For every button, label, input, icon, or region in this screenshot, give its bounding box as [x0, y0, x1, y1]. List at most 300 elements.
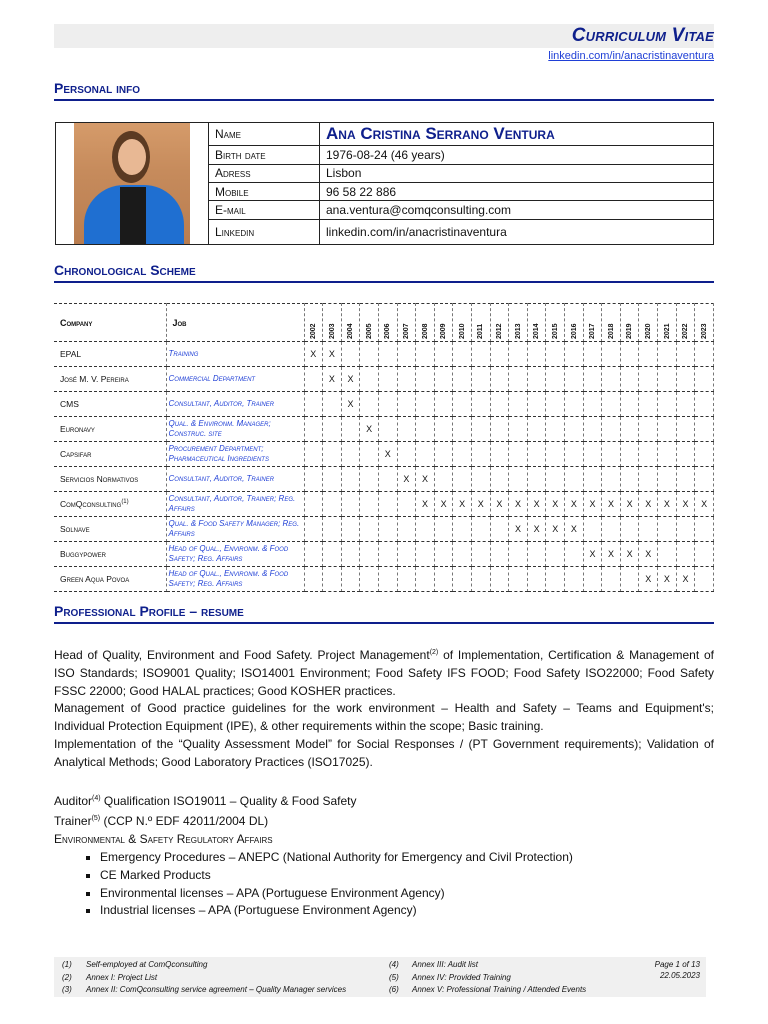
year-header: 2020 — [639, 304, 658, 342]
profile-paragraph-1: Head of Quality, Environment and Food Safety. Project Management$^{(2)}$ of Implementation, Certification & Management of ISO Standards; ISO9001 Quality; ISO14001 Environment; Food Safety IFS FOOD; Food Safety ISO22000; Food Safety FSSC 22000; Good HALAL practices; Good KOSHER practices. — [54, 648, 714, 698]
year-cell — [434, 342, 453, 367]
year-cell — [583, 417, 602, 442]
year-cell — [323, 442, 342, 467]
info-label-linkedin: Linkedin — [209, 219, 320, 244]
trainer-line: Trainer$^{(5)}$ (CCP N.º EDF 42011/2004 DL) — [54, 814, 269, 829]
year-cell — [341, 467, 360, 492]
year-cell — [360, 367, 379, 392]
info-value-address: Lisbon — [320, 164, 714, 182]
list-item: ▪ Environmental licenses – APA (Portuguese Environment Agency) — [100, 885, 714, 903]
year-cell — [434, 367, 453, 392]
year-cell — [565, 392, 584, 417]
year-cell — [434, 467, 453, 492]
footnote-num: (6) — [389, 985, 399, 994]
year-cell — [490, 342, 509, 367]
year-cell: X — [658, 492, 677, 517]
info-label-address: Adress — [209, 164, 320, 182]
year-cell — [527, 542, 546, 567]
year-cell: X — [453, 492, 472, 517]
year-cell — [490, 517, 509, 542]
year-cell — [434, 417, 453, 442]
year-cell — [360, 392, 379, 417]
year-cell — [323, 492, 342, 517]
year-cell — [323, 417, 342, 442]
year-cell — [509, 442, 528, 467]
year-cell — [471, 442, 490, 467]
footnote-num: (5) — [389, 973, 399, 982]
year-cell — [490, 417, 509, 442]
year-cell — [378, 417, 397, 442]
year-cell — [565, 342, 584, 367]
year-cell — [639, 517, 658, 542]
year-cell — [471, 392, 490, 417]
year-cell — [416, 517, 435, 542]
year-cell — [453, 567, 472, 592]
year-cell — [695, 342, 714, 367]
year-cell — [471, 517, 490, 542]
company-cell: Solnave — [54, 517, 166, 542]
year-cell — [434, 517, 453, 542]
year-header: 2015 — [546, 304, 565, 342]
info-label-birth-date: Birth date — [209, 146, 320, 164]
year-cell: X — [639, 492, 658, 517]
year-cell — [509, 367, 528, 392]
year-cell — [509, 342, 528, 367]
year-cell — [602, 392, 621, 417]
year-cell — [378, 567, 397, 592]
year-cell — [658, 442, 677, 467]
year-cell — [695, 517, 714, 542]
year-cell: X — [527, 517, 546, 542]
year-cell — [509, 542, 528, 567]
year-cell — [341, 442, 360, 467]
year-cell — [304, 442, 323, 467]
job-cell: Head of Qual., Environm. & Food Safety; Reg. Affairs — [166, 542, 304, 567]
year-cell — [676, 517, 695, 542]
year-cell — [583, 342, 602, 367]
year-cell — [676, 467, 695, 492]
year-header: 2009 — [434, 304, 453, 342]
year-cell — [565, 367, 584, 392]
year-cell: X — [565, 517, 584, 542]
year-cell — [546, 367, 565, 392]
table-row — [54, 417, 714, 442]
year-cell: X — [416, 467, 435, 492]
job-cell: Commercial Department — [166, 367, 304, 392]
year-cell — [602, 342, 621, 367]
year-cell: X — [490, 492, 509, 517]
year-cell — [509, 467, 528, 492]
year-cell — [471, 367, 490, 392]
table-row — [54, 517, 714, 542]
year-cell — [416, 567, 435, 592]
year-cell — [378, 542, 397, 567]
list-item: ▪ Emergency Procedures – ANEPC (National Authority for Emergency and Civil Protection) — [100, 849, 714, 867]
year-cell: X — [602, 542, 621, 567]
table-row — [54, 342, 714, 367]
year-cell: X — [471, 492, 490, 517]
year-cell — [695, 442, 714, 467]
info-value-email[interactable]: ana.ventura@comqconsulting.com — [320, 201, 714, 219]
year-cell — [323, 542, 342, 567]
year-cell — [434, 442, 453, 467]
year-cell — [341, 517, 360, 542]
year-cell — [602, 417, 621, 442]
year-cell — [397, 442, 416, 467]
year-header: 2013 — [509, 304, 528, 342]
footer-notes — [54, 957, 706, 997]
company-cell: José M. V. Pereira — [54, 367, 166, 392]
year-cell — [639, 342, 658, 367]
year-cell — [360, 542, 379, 567]
footnote-text: Annex I: Project List — [86, 973, 158, 982]
job-cell: Qual. & Food Safety Manager; Reg. Affairs — [166, 517, 304, 542]
year-cell — [490, 367, 509, 392]
year-cell — [378, 492, 397, 517]
year-cell: X — [639, 542, 658, 567]
year-cell — [360, 492, 379, 517]
section-personal-info: Personal info — [54, 80, 714, 101]
year-cell — [397, 542, 416, 567]
year-cell — [602, 442, 621, 467]
year-cell — [676, 392, 695, 417]
company-cell: Capsifar — [54, 442, 166, 467]
year-cell — [304, 467, 323, 492]
year-header: 2008 — [416, 304, 435, 342]
year-header: 2017 — [583, 304, 602, 342]
table-row — [54, 367, 714, 392]
profile-photo — [74, 123, 190, 244]
year-cell — [304, 542, 323, 567]
year-cell — [639, 467, 658, 492]
year-cell — [620, 417, 639, 442]
year-header: 2022 — [676, 304, 695, 342]
table-row — [54, 567, 714, 592]
cv-title: Curriculum Vitae — [571, 25, 714, 46]
year-header: 2003 — [323, 304, 342, 342]
year-cell — [546, 417, 565, 442]
year-cell — [416, 342, 435, 367]
year-cell — [323, 567, 342, 592]
table-row — [54, 467, 714, 492]
year-cell — [397, 342, 416, 367]
year-header: 2016 — [565, 304, 584, 342]
year-cell — [658, 392, 677, 417]
year-cell — [471, 342, 490, 367]
profile-paragraph-3: Implementation of the “Quality Assessment Model” for Social Responses / (PT Government requirements); Validation of Analytical Methods; Good Laboratory Practices (ISO17025). — [54, 736, 714, 769]
year-cell — [378, 342, 397, 367]
year-cell — [397, 367, 416, 392]
year-cell — [620, 567, 639, 592]
year-cell — [471, 567, 490, 592]
year-cell — [434, 542, 453, 567]
year-cell — [695, 542, 714, 567]
year-cell — [676, 342, 695, 367]
year-cell — [453, 467, 472, 492]
auditor-line: Auditor$^{(4)}$ Qualification ISO19011 – Quality & Food Safety — [54, 793, 357, 808]
year-cell — [546, 442, 565, 467]
year-cell — [583, 442, 602, 467]
year-cell — [583, 392, 602, 417]
year-cell — [453, 442, 472, 467]
year-cell: X — [546, 492, 565, 517]
year-cell — [658, 542, 677, 567]
year-cell — [583, 367, 602, 392]
footnote-num: (1) — [62, 960, 72, 969]
year-cell — [546, 467, 565, 492]
year-cell — [416, 417, 435, 442]
info-label-mobile: Mobile — [209, 182, 320, 200]
year-cell — [471, 542, 490, 567]
year-cell — [565, 542, 584, 567]
year-header: 2005 — [360, 304, 379, 342]
year-cell — [602, 367, 621, 392]
year-cell — [304, 517, 323, 542]
year-cell — [695, 567, 714, 592]
year-cell — [304, 367, 323, 392]
table-row — [54, 392, 714, 417]
year-cell — [378, 392, 397, 417]
year-cell — [676, 442, 695, 467]
year-header: 2010 — [453, 304, 472, 342]
year-cell — [323, 467, 342, 492]
year-cell: X — [546, 517, 565, 542]
year-header: 2002 — [304, 304, 323, 342]
table-row — [54, 492, 714, 517]
footnote-num: (2) — [62, 973, 72, 982]
footnote-num: (4) — [389, 960, 399, 969]
footnote-text: Annex III: Audit list — [412, 960, 478, 969]
year-cell — [341, 542, 360, 567]
year-cell — [490, 392, 509, 417]
document-date: 22.05.2023 — [659, 971, 700, 980]
year-cell — [453, 517, 472, 542]
year-cell: X — [620, 542, 639, 567]
job-cell: Head of Qual., Environm. & Food Safety; Reg. Affairs — [166, 567, 304, 592]
year-cell — [658, 342, 677, 367]
year-cell — [620, 517, 639, 542]
year-cell — [341, 417, 360, 442]
company-cell: Euronavy — [54, 417, 166, 442]
linkedin-link[interactable]: linkedin.com/in/anacristinaventura — [548, 50, 714, 62]
company-cell: Buggypower — [54, 542, 166, 567]
year-cell — [658, 517, 677, 542]
year-cell — [565, 467, 584, 492]
year-cell — [397, 492, 416, 517]
year-cell — [695, 467, 714, 492]
year-cell — [527, 467, 546, 492]
year-header: 2012 — [490, 304, 509, 342]
year-cell — [527, 442, 546, 467]
year-cell — [658, 367, 677, 392]
env-safety-list — [54, 849, 714, 920]
year-cell — [341, 492, 360, 517]
year-cell — [416, 392, 435, 417]
year-cell: X — [527, 492, 546, 517]
year-cell — [341, 567, 360, 592]
year-cell: X — [304, 342, 323, 367]
year-cell: X — [658, 567, 677, 592]
year-cell — [602, 517, 621, 542]
year-cell — [658, 467, 677, 492]
year-cell — [639, 392, 658, 417]
year-header: 2007 — [397, 304, 416, 342]
year-cell — [527, 392, 546, 417]
year-cell — [620, 442, 639, 467]
year-cell — [397, 392, 416, 417]
job-cell: Training — [166, 342, 304, 367]
info-value-mobile: 96 58 22 886 — [320, 182, 714, 200]
year-cell — [490, 467, 509, 492]
company-cell: Green Aqua Povoa — [54, 567, 166, 592]
year-cell: X — [341, 392, 360, 417]
job-cell: Procurement Department; Pharmaceutical Ingredients — [166, 442, 304, 467]
year-cell — [471, 467, 490, 492]
year-cell — [397, 517, 416, 542]
year-cell — [471, 417, 490, 442]
footnote-text: Annex IV: Provided Training — [412, 973, 511, 982]
year-cell — [304, 392, 323, 417]
year-header: 2023 — [695, 304, 714, 342]
year-cell — [490, 567, 509, 592]
year-cell: X — [323, 367, 342, 392]
year-cell — [509, 417, 528, 442]
year-cell — [527, 367, 546, 392]
info-value-name: Ana Cristina Serrano Ventura — [320, 123, 714, 146]
year-cell: X — [397, 467, 416, 492]
year-cell — [676, 367, 695, 392]
year-cell — [695, 417, 714, 442]
year-cell — [527, 342, 546, 367]
year-header: 2021 — [658, 304, 677, 342]
year-cell: X — [360, 417, 379, 442]
year-cell: X — [602, 492, 621, 517]
year-cell — [676, 417, 695, 442]
company-cell: EPAL — [54, 342, 166, 367]
year-cell — [695, 367, 714, 392]
year-cell: X — [676, 492, 695, 517]
year-cell: X — [676, 567, 695, 592]
year-cell — [304, 417, 323, 442]
year-cell — [546, 567, 565, 592]
year-cell — [378, 367, 397, 392]
year-cell: X — [434, 492, 453, 517]
profile-paragraph-2: Management of Good practice guidelines for the work environment – Health and Safety – Teams and Equipment's; Individual Protection Equipment (IPE), & other requirements within the scope; Basic training. — [54, 701, 714, 734]
info-value-birth-date: 1976-08-24 (46 years) — [320, 146, 714, 164]
year-header: 2018 — [602, 304, 621, 342]
year-cell — [397, 567, 416, 592]
info-label-email: E-mail — [209, 201, 320, 219]
year-cell — [546, 542, 565, 567]
year-cell — [565, 567, 584, 592]
year-cell — [620, 467, 639, 492]
col-header-job: Job — [166, 304, 304, 342]
year-cell — [341, 342, 360, 367]
year-header: 2011 — [471, 304, 490, 342]
year-cell: X — [416, 492, 435, 517]
year-header: 2014 — [527, 304, 546, 342]
year-cell — [602, 567, 621, 592]
year-cell: X — [509, 517, 528, 542]
year-cell — [583, 517, 602, 542]
company-cell: Servicios Normativos — [54, 467, 166, 492]
year-cell — [546, 342, 565, 367]
year-cell — [602, 467, 621, 492]
info-label-name: Name — [209, 123, 320, 146]
year-cell — [416, 367, 435, 392]
footnote-text: Annex V: Professional Training / Attended Events — [412, 985, 587, 994]
year-cell — [695, 392, 714, 417]
year-cell: X — [323, 342, 342, 367]
year-cell: X — [583, 542, 602, 567]
year-header: 2019 — [620, 304, 639, 342]
personal-info-table — [55, 122, 714, 245]
year-cell — [676, 542, 695, 567]
job-cell: Consultant, Auditor, Trainer; Reg. Affairs — [166, 492, 304, 517]
year-cell — [583, 567, 602, 592]
company-cell: ComQconsulting$^{(1)}$ — [54, 492, 166, 517]
year-cell — [527, 417, 546, 442]
year-cell — [490, 542, 509, 567]
list-item: ▪ Industrial licenses – APA (Portuguese Environment Agency) — [100, 902, 714, 920]
env-safety-heading: Environmental & Safety Regulatory Affairs — [54, 832, 273, 847]
year-cell — [304, 492, 323, 517]
job-cell: Consultant, Auditor, Trainer — [166, 392, 304, 417]
table-row — [54, 542, 714, 567]
chronological-table — [54, 303, 714, 592]
year-cell — [453, 392, 472, 417]
year-cell — [453, 342, 472, 367]
photo-cell — [56, 123, 209, 245]
year-cell: X — [639, 567, 658, 592]
info-value-linkedin[interactable]: linkedin.com/in/anacristinaventura — [320, 219, 714, 244]
year-cell — [360, 567, 379, 592]
year-cell: X — [378, 442, 397, 467]
list-item: ▪ CE Marked Products — [100, 867, 714, 885]
year-cell — [360, 342, 379, 367]
year-cell — [583, 467, 602, 492]
year-cell — [434, 567, 453, 592]
year-cell — [639, 367, 658, 392]
footnote-num: (3) — [62, 985, 72, 994]
year-cell — [639, 442, 658, 467]
year-cell — [304, 567, 323, 592]
year-cell — [453, 542, 472, 567]
job-cell: Consultant, Auditor, Trainer — [166, 467, 304, 492]
year-cell — [416, 542, 435, 567]
company-cell: CMS — [54, 392, 166, 417]
year-cell — [546, 392, 565, 417]
year-cell — [565, 417, 584, 442]
year-cell — [509, 567, 528, 592]
year-cell — [565, 442, 584, 467]
year-cell — [434, 392, 453, 417]
col-header-company: Company — [54, 304, 166, 342]
year-cell: X — [565, 492, 584, 517]
year-cell — [620, 342, 639, 367]
footnote-text: Self-employed at ComQconsulting — [86, 960, 208, 969]
year-cell — [360, 467, 379, 492]
section-professional-profile: Professional Profile – resume — [54, 603, 714, 624]
year-cell — [378, 517, 397, 542]
page-number: Page 1 of 13 — [654, 960, 700, 969]
footnote-text: Annex II: ComQconsulting service agreement – Quality Manager services — [86, 985, 347, 994]
year-cell — [490, 442, 509, 467]
year-cell: X — [509, 492, 528, 517]
year-cell — [620, 392, 639, 417]
year-cell — [323, 517, 342, 542]
year-cell — [509, 392, 528, 417]
